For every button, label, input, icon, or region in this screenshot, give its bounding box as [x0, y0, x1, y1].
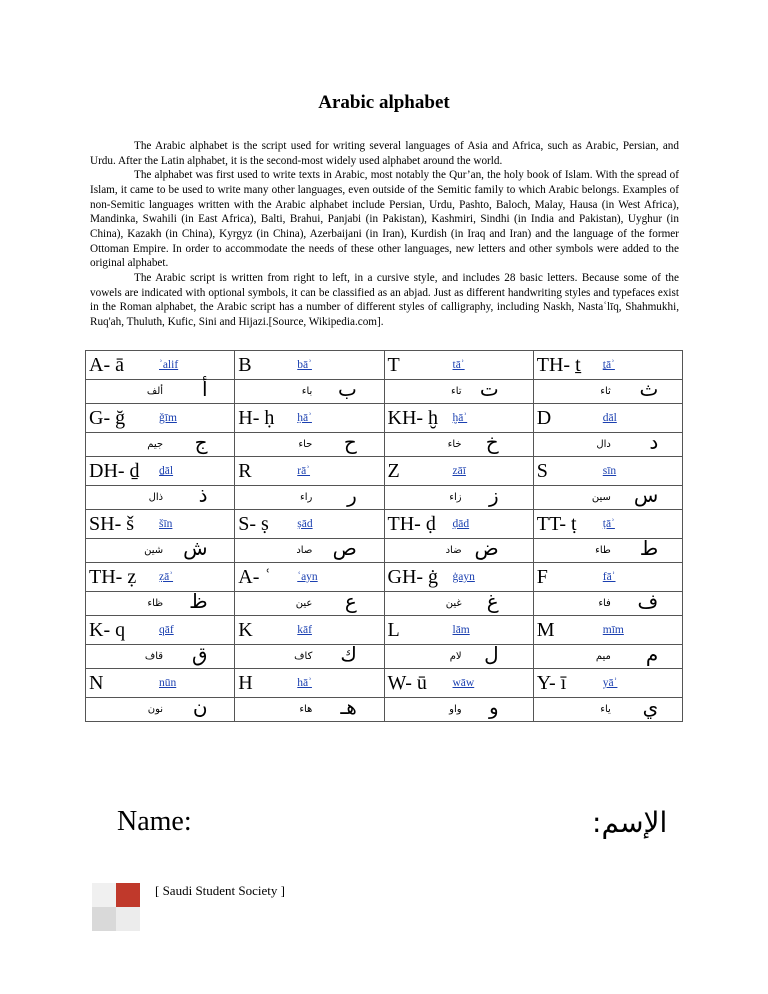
- letter-cell: [86, 563, 235, 592]
- arabic-letter-name: جيم: [147, 439, 164, 450]
- arabic-row: [86, 645, 683, 669]
- letter-cell: [86, 404, 235, 433]
- arabic-cell: [235, 695, 384, 722]
- latin-code: W- ū: [387, 671, 427, 694]
- arabic-letter: س: [633, 483, 659, 507]
- arabic-row: [86, 698, 683, 722]
- latin-code: DH- ḏ: [89, 459, 140, 482]
- letter-name-link[interactable]: ḥāʾ: [297, 412, 312, 424]
- letter-name-link[interactable]: ḍād: [452, 518, 470, 530]
- letter-name-link[interactable]: hāʾ: [297, 677, 312, 689]
- letter-name-link[interactable]: ḫāʾ: [452, 412, 468, 424]
- arabic-letter-name: ضاد: [445, 545, 462, 556]
- latin-code: SH- š: [89, 512, 135, 535]
- letter-name-link[interactable]: ʾalif: [159, 359, 179, 371]
- arabic-cell: [384, 642, 533, 669]
- letter-cell: [235, 616, 384, 645]
- latin-code: A- ʿ: [238, 565, 272, 588]
- arabic-row: [86, 592, 683, 616]
- arabic-letter: ث: [639, 377, 659, 401]
- letter-cell: [384, 669, 533, 698]
- letter-name-link[interactable]: ẓāʾ: [159, 571, 174, 583]
- arabic-letter-name: راء: [300, 492, 313, 503]
- latin-code: GH- ġ: [387, 565, 439, 588]
- latin-code: TT- ṭ: [536, 512, 577, 535]
- letter-cell: [86, 351, 235, 380]
- letter-cell: [384, 616, 533, 645]
- latin-row: [86, 563, 683, 592]
- letter-cell: [384, 563, 533, 592]
- latin-code: H: [238, 671, 253, 694]
- letter-cell: [235, 669, 384, 698]
- arabic-letter-name: نون: [147, 704, 164, 715]
- arabic-cell: [533, 695, 682, 722]
- arabic-letter: ج: [194, 430, 208, 454]
- arabic-letter: و: [488, 695, 499, 719]
- letter-cell: [384, 510, 533, 539]
- latin-row: [86, 457, 683, 486]
- arabic-cell: [384, 377, 533, 404]
- arabic-letter: ت: [479, 377, 499, 401]
- arabic-letter-name: حاء: [298, 439, 313, 450]
- arabic-letter-name: شين: [144, 545, 164, 556]
- letter-cell: [533, 457, 682, 486]
- arabic-letter: ش: [183, 536, 208, 560]
- arabic-cell: [235, 483, 384, 510]
- arabic-letter-name: زاء: [449, 492, 462, 503]
- letter-name-link[interactable]: nūn: [159, 677, 177, 689]
- arabic-letter: خ: [485, 430, 499, 454]
- arabic-letter: ل: [484, 642, 499, 666]
- arabic-letter: ي: [642, 695, 659, 719]
- arabic-letter: هـ: [340, 695, 357, 719]
- letter-cell: [533, 404, 682, 433]
- latin-code: B: [238, 353, 252, 376]
- arabic-cell: [533, 642, 682, 669]
- latin-code: M: [536, 618, 555, 641]
- document-title: Arabic alphabet: [318, 92, 450, 113]
- arabic-cell: [384, 589, 533, 616]
- name-label-arabic: :الإسم: [592, 806, 668, 839]
- letter-name-link[interactable]: bāʾ: [297, 359, 312, 371]
- arabic-letter-name: ألف: [146, 386, 164, 397]
- document-body: [90, 139, 679, 330]
- arabic-row: [86, 539, 683, 563]
- arabic-letter: ف: [637, 589, 659, 613]
- arabic-letter: ق: [192, 642, 208, 666]
- arabic-letter-name: غين: [445, 598, 462, 609]
- arabic-cell: [384, 536, 533, 563]
- letter-cell: [384, 404, 533, 433]
- arabic-letter-name: عين: [295, 598, 313, 609]
- arabic-cell: [235, 430, 384, 457]
- logo-red-square: [116, 883, 140, 907]
- latin-code: D: [536, 406, 552, 429]
- arabic-cell: [86, 589, 235, 616]
- letter-name-link[interactable]: ṣād: [297, 518, 313, 530]
- arabic-cell: [533, 589, 682, 616]
- letter-name-link[interactable]: rāʾ: [297, 465, 311, 477]
- letter-name-link[interactable]: dāl: [602, 412, 617, 424]
- arabic-cell: [86, 430, 235, 457]
- letter-name-link[interactable]: yāʾ: [602, 677, 618, 689]
- alphabet-table: [85, 350, 683, 722]
- arabic-letter-name: لام: [449, 651, 462, 662]
- latin-code: TH- ḍ: [387, 512, 436, 535]
- latin-code: K- q: [89, 618, 126, 641]
- letter-name-link[interactable]: sīn: [602, 465, 617, 477]
- latin-code: TH- ẓ: [89, 565, 137, 588]
- latin-code: KH- ḫ: [387, 406, 439, 429]
- arabic-letter-name: ميم: [595, 651, 611, 662]
- letter-cell: [384, 351, 533, 380]
- latin-code: N: [89, 671, 104, 694]
- letter-name-link[interactable]: ṭāʾ: [602, 518, 615, 530]
- letter-name-link[interactable]: tāʾ: [452, 359, 465, 371]
- arabic-letter: ن: [192, 695, 208, 719]
- footer-text: [ Saudi Student Society ]: [155, 883, 285, 898]
- arabic-letter-name: صاد: [296, 545, 313, 556]
- letter-cell: [86, 510, 235, 539]
- arabic-letter: ب: [338, 377, 357, 401]
- latin-row: [86, 351, 683, 380]
- latin-code: Z: [387, 459, 400, 482]
- arabic-row: [86, 380, 683, 404]
- latin-code: F: [536, 565, 548, 588]
- arabic-cell: [235, 377, 384, 404]
- arabic-letter: أ: [202, 377, 208, 401]
- arabic-letter-name: تاء: [451, 386, 462, 397]
- letter-name-link[interactable]: mīm: [602, 624, 624, 636]
- latin-code: H- ḥ: [238, 406, 275, 429]
- arabic-letter-name: كاف: [294, 651, 313, 662]
- letter-cell: [235, 510, 384, 539]
- society-logo: [92, 883, 140, 931]
- latin-code: S- ṣ: [238, 512, 269, 535]
- arabic-cell: [235, 589, 384, 616]
- letter-cell: [235, 563, 384, 592]
- arabic-row: [86, 433, 683, 457]
- letter-cell: [86, 616, 235, 645]
- arabic-letter: ط: [639, 536, 659, 560]
- arabic-cell: [235, 642, 384, 669]
- paragraph-intro: The Arabic alphabet is the script used for writing several languages of Asia and Africa, such as Arabic, Persian, and Urdu. After the Latin alphabet, it is the second-most widely used alphabet around the world.: [90, 140, 679, 167]
- arabic-cell: [86, 642, 235, 669]
- letter-name-link[interactable]: lām: [452, 624, 470, 636]
- letter-name-link[interactable]: kāf: [297, 624, 312, 636]
- arabic-letter: غ: [486, 589, 499, 613]
- arabic-cell: [533, 536, 682, 563]
- latin-code: L: [387, 618, 400, 641]
- letter-name-link[interactable]: ṯāʾ: [602, 359, 615, 371]
- arabic-letter-name: هاء: [299, 704, 313, 715]
- arabic-cell: [86, 695, 235, 722]
- letter-cell: [533, 669, 682, 698]
- arabic-cell: [384, 695, 533, 722]
- letter-name-link[interactable]: zāī: [452, 465, 466, 477]
- arabic-cell: [533, 377, 682, 404]
- arabic-letter-name: دال: [596, 439, 611, 450]
- arabic-cell: [86, 536, 235, 563]
- arabic-letter-name: ذال: [148, 492, 164, 503]
- letter-name-link[interactable]: ḏāl: [159, 465, 174, 477]
- latin-code: TH- ṯ: [536, 353, 581, 376]
- arabic-letter: ر: [347, 483, 357, 507]
- letter-name-link[interactable]: ǧīm: [159, 412, 177, 424]
- letter-cell: [86, 457, 235, 486]
- latin-row: [86, 510, 683, 539]
- latin-code: S: [536, 459, 548, 482]
- arabic-letter: ض: [474, 536, 499, 560]
- arabic-letter-name: قاف: [144, 651, 164, 662]
- arabic-letter-name: واو: [449, 704, 462, 715]
- arabic-letter-name: خاء: [447, 439, 462, 450]
- arabic-letter-name: ثاء: [600, 386, 611, 397]
- latin-code: T: [387, 353, 400, 376]
- letter-cell: [235, 404, 384, 433]
- arabic-letter: د: [649, 430, 659, 454]
- latin-code: Y- ī: [536, 671, 567, 694]
- letter-cell: [533, 351, 682, 380]
- letter-cell: [235, 351, 384, 380]
- arabic-letter-name: فاء: [598, 598, 611, 609]
- arabic-letter-name: ظاء: [147, 598, 164, 609]
- letter-cell: [533, 563, 682, 592]
- arabic-row: [86, 486, 683, 510]
- arabic-cell: [86, 483, 235, 510]
- letter-name-link[interactable]: šīn: [159, 518, 173, 530]
- arabic-letter: ع: [344, 589, 357, 613]
- latin-code: R: [238, 459, 252, 482]
- letter-cell: [384, 457, 533, 486]
- name-label: Name:: [117, 806, 192, 837]
- paragraph-history: The alphabet was first used to write texts in Arabic, most notably the Qur’an, the holy book of Islam. With the spread of Islam, it came to be used to write many other languages, even outside of the Semitic family to which Arabic belongs. Examples of non-Semitic languages written with the Arabic alphabet include Persian, Urdu, Pashto, Baloch, Malay, Hausa (in West Africa), Mandinka, Swahili (in East Africa), Balti, Brahui, Panjabi (in Pakistan), Kashmiri, Sindhi (in India and Pakistan), Uyghur (in China), Kazakh (in China), Kyrgyz (in China), Azerbaijani (in Iran), Kurdish (in Iraq and Iran) and the language of the former Ottoman Empire. In order to accommodate the needs of these other languages, new letters and other symbols were added to the original alphabet.: [90, 169, 679, 270]
- latin-row: [86, 616, 683, 645]
- latin-row: [86, 404, 683, 433]
- letter-cell: [533, 510, 682, 539]
- paragraph-script: The Arabic script is written from right to left, in a cursive style, and includes 28 basic letters. Because some of the vowels are indicated with optional symbols, it can be classified as an abjad. Just as different handwriting styles and typefaces exist in the Roman alphabet, the Arabic script has a number of different styles of calligraphy, including Naskh, Nastaʿlīq, Shahmukhi, Ruq'ah, Thuluth, Kufic, Sini and Hijazi.[Source, Wikipedia.com].: [90, 271, 679, 328]
- latin-code: K: [238, 618, 253, 641]
- arabic-cell: [384, 483, 533, 510]
- arabic-cell: [533, 430, 682, 457]
- arabic-cell: [86, 377, 235, 404]
- arabic-letter-name: طاء: [595, 545, 611, 556]
- arabic-letter: ز: [488, 483, 499, 507]
- arabic-cell: [235, 536, 384, 563]
- letter-cell: [86, 669, 235, 698]
- arabic-letter-name: ياء: [600, 704, 611, 715]
- arabic-letter: ك: [340, 642, 357, 666]
- latin-code: A- ā: [89, 353, 124, 376]
- letter-name-link[interactable]: qāf: [159, 624, 174, 636]
- letter-cell: [235, 457, 384, 486]
- arabic-letter: ذ: [198, 483, 208, 507]
- letter-name-link[interactable]: ʿayn: [297, 571, 318, 583]
- letter-name-link[interactable]: ġayn: [452, 571, 475, 583]
- arabic-cell: [384, 430, 533, 457]
- latin-row: [86, 669, 683, 698]
- arabic-letter-name: باء: [301, 386, 313, 397]
- arabic-cell: [533, 483, 682, 510]
- latin-code: G- ğ: [89, 406, 126, 429]
- arabic-letter-name: سين: [591, 492, 611, 503]
- letter-name-link[interactable]: fāʾ: [602, 571, 616, 583]
- arabic-letter: ح: [343, 430, 357, 454]
- letter-name-link[interactable]: wāw: [452, 677, 475, 689]
- letter-cell: [533, 616, 682, 645]
- arabic-letter: م: [645, 642, 659, 666]
- arabic-letter: ظ: [189, 589, 208, 613]
- arabic-letter: ص: [332, 536, 357, 560]
